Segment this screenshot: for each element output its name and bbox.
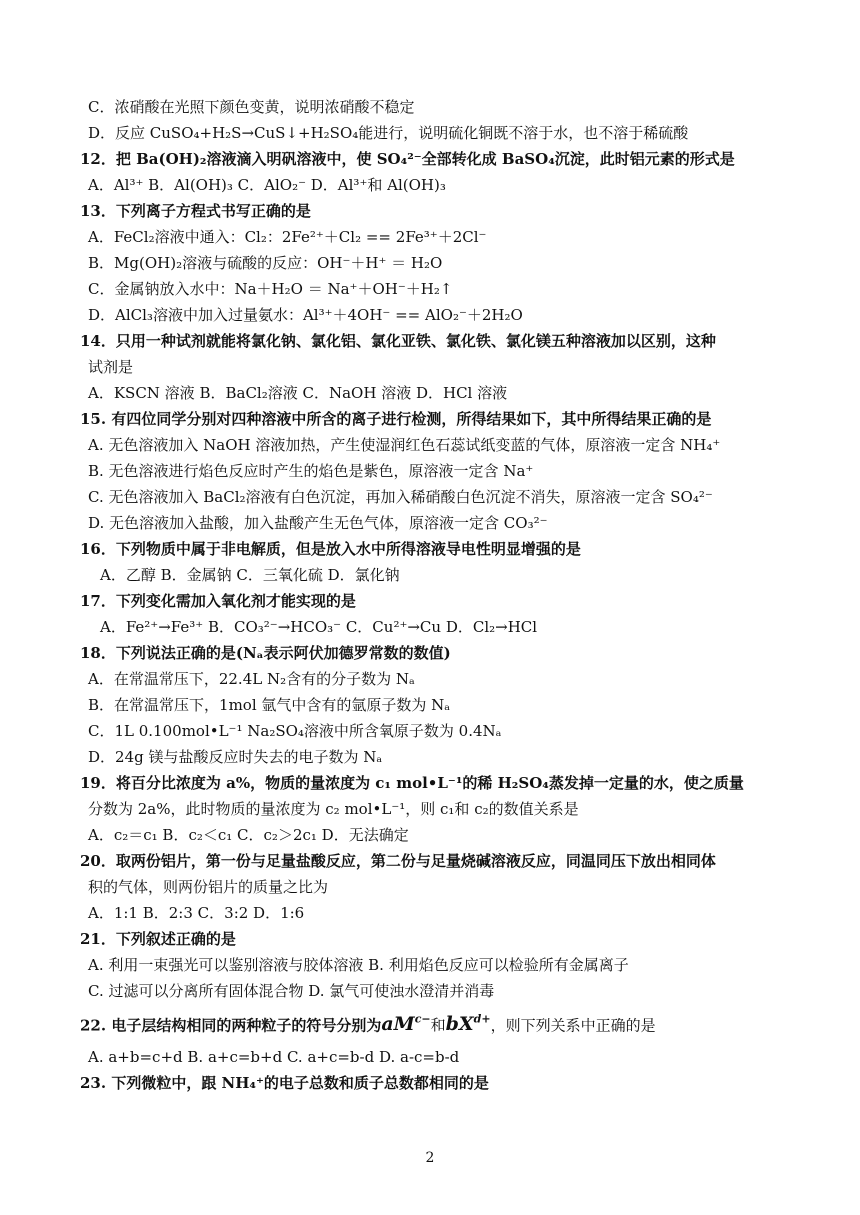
- question-18: 18．下列说法正确的是(Nₐ表示阿伏加德罗常数的数值): [80, 644, 451, 662]
- question-22: [80, 1010, 656, 1035]
- q17-options: A．Fe²⁺→Fe³⁺ B．CO₃²⁻→HCO₃⁻ C．Cu²⁺→Cu D．Cl₂→HCl: [100, 618, 538, 636]
- ion-joiner: 和: [430, 1016, 446, 1035]
- q18-option-c: C．1L 0.100mol•L⁻¹ Na₂SO₄溶液中所含氧原子数为 0.4Nₐ: [88, 722, 502, 740]
- q14-options: A．KSCN 溶液 B．BaCl₂溶液 C．NaOH 溶液 D．HCl 溶液: [88, 384, 508, 402]
- question-15: 15. 有四位同学分别对四种溶液中所含的离子进行检测，所得结果如下，其中所得结果正确的是: [80, 410, 712, 428]
- question-22-text: 22. 电子层结构相同的两种粒子的符号分别为: [80, 1016, 382, 1035]
- q13-option-c: C．金属钠放入水中：Na＋H₂O ＝ Na⁺＋OH⁻＋H₂↑: [88, 280, 453, 298]
- ion-x: X: [458, 1013, 474, 1036]
- question-14-cont: 试剂是: [88, 358, 134, 376]
- q15-option-c: C. 无色溶液加入 BaCl₂溶液有白色沉淀，再加入稀硝酸白色沉淀不消失，原溶液一定含 SO₄²⁻: [88, 488, 713, 506]
- question-20-cont: 积的气体，则两份铝片的质量之比为: [88, 878, 329, 896]
- question-14: 14．只用一种试剂就能将氯化钠、氯化铝、氯化亚铁、氯化铁、氯化镁五种溶液加以区别，这种: [80, 332, 716, 350]
- q18-option-b: B．在常温常压下，1mol 氩气中含有的氩原子数为 Nₐ: [88, 696, 451, 714]
- q19-options: A．c₂＝c₁ B．c₂＜c₁ C．c₂＞2c₁ D．无法确定: [88, 826, 409, 844]
- question-19-cont: 分数为 2a%，此时物质的量浓度为 c₂ mol•L⁻¹，则 c₁和 c₂的数值关系是: [88, 800, 579, 818]
- q15-option-d: D. 无色溶液加入盐酸，加入盐酸产生无色气体，原溶液一定含 CO₃²⁻: [88, 514, 548, 532]
- q13-option-d: D．AlCl₃溶液中加入过量氨水：Al³⁺＋4OH⁻ == AlO₂⁻＋2H₂O: [88, 306, 523, 324]
- ion-formula: [381, 1013, 490, 1035]
- q13-option-b: B．Mg(OH)₂溶液与硫酸的反应：OH⁻＋H⁺ ＝ H₂O: [88, 254, 443, 272]
- q15-option-a: A. 无色溶液加入 NaOH 溶液加热，产生使湿润红色石蕊试纸变蓝的气体，原溶液一定含 NH₄⁺: [88, 436, 721, 454]
- question-17: 17．下列变化需加入氧化剂才能实现的是: [80, 592, 356, 610]
- question-21: 21．下列叙述正确的是: [80, 930, 236, 948]
- ion-x-charge: d+: [473, 1013, 491, 1026]
- q12-options: A．Al³⁺ B．Al(OH)₃ C．AlO₂⁻ D．Al³⁺和 Al(OH)₃: [88, 176, 446, 194]
- q11-option-c: C．浓硝酸在光照下颜色变黄，说明浓硝酸不稳定: [88, 98, 415, 116]
- ion-m-charge: c−: [414, 1013, 431, 1026]
- question-22-tail: ，则下列关系中正确的是: [490, 1016, 656, 1035]
- q21-options-cd: C. 过滤可以分离所有固体混合物 D. 氯气可使浊水澄清并消毒: [88, 982, 495, 1000]
- question-20: 20．取两份铝片，第一份与足量盐酸反应，第二份与足量烧碱溶液反应，同温同压下放出相同体: [80, 852, 716, 870]
- ion-m: M: [393, 1013, 415, 1036]
- question-19: 19．将百分比浓度为 a%，物质的量浓度为 c₁ mol•L⁻¹的稀 H₂SO₄蒸发掉一定量的水，使之质量: [80, 774, 744, 792]
- q15-option-b: B. 无色溶液进行焰色反应时产生的焰色是紫色，原溶液一定含 Na⁺: [88, 462, 534, 480]
- page-number: 2: [425, 1150, 435, 1166]
- question-23: 23. 下列微粒中，跟 NH₄⁺的电子总数和质子总数都相同的是: [80, 1074, 489, 1092]
- q11-option-d: D．反应 CuSO₄+H₂S→CuS↓+H₂SO₄能进行，说明硫化铜既不溶于水，也不溶于稀硫酸: [88, 124, 689, 142]
- question-16: 16．下列物质中属于非电解质，但是放入水中所得溶液导电性明显增强的是: [80, 540, 581, 558]
- question-13: 13．下列离子方程式书写正确的是: [80, 202, 311, 220]
- q20-options: A．1:1 B．2:3 C．3:2 D．1:6: [88, 904, 305, 922]
- ion-b: b: [445, 1013, 459, 1036]
- q16-options: A．乙醇 B．金属钠 C．三氧化硫 D．氯化钠: [100, 566, 400, 584]
- q13-option-a: A．FeCl₂溶液中通入：Cl₂：2Fe²⁺＋Cl₂ == 2Fe³⁺＋2Cl⁻: [88, 228, 487, 246]
- ion-a: a: [381, 1013, 394, 1036]
- q18-option-d: D．24g 镁与盐酸反应时失去的电子数为 Nₐ: [88, 748, 383, 766]
- question-12: 12．把 Ba(OH)₂溶液滴入明矾溶液中，使 SO₄²⁻全部转化成 BaSO₄沉淀，此时铝元素的形式是: [80, 150, 735, 168]
- q21-options-ab: A. 利用一束强光可以鉴别溶液与胶体溶液 B. 利用焰色反应可以检验所有金属离子: [88, 956, 629, 974]
- q22-options: A. a+b=c+d B. a+c=b+d C. a+c=b-d D. a-c=b-d: [88, 1048, 460, 1066]
- q18-option-a: A．在常温常压下，22.4L N₂含有的分子数为 Nₐ: [88, 670, 415, 688]
